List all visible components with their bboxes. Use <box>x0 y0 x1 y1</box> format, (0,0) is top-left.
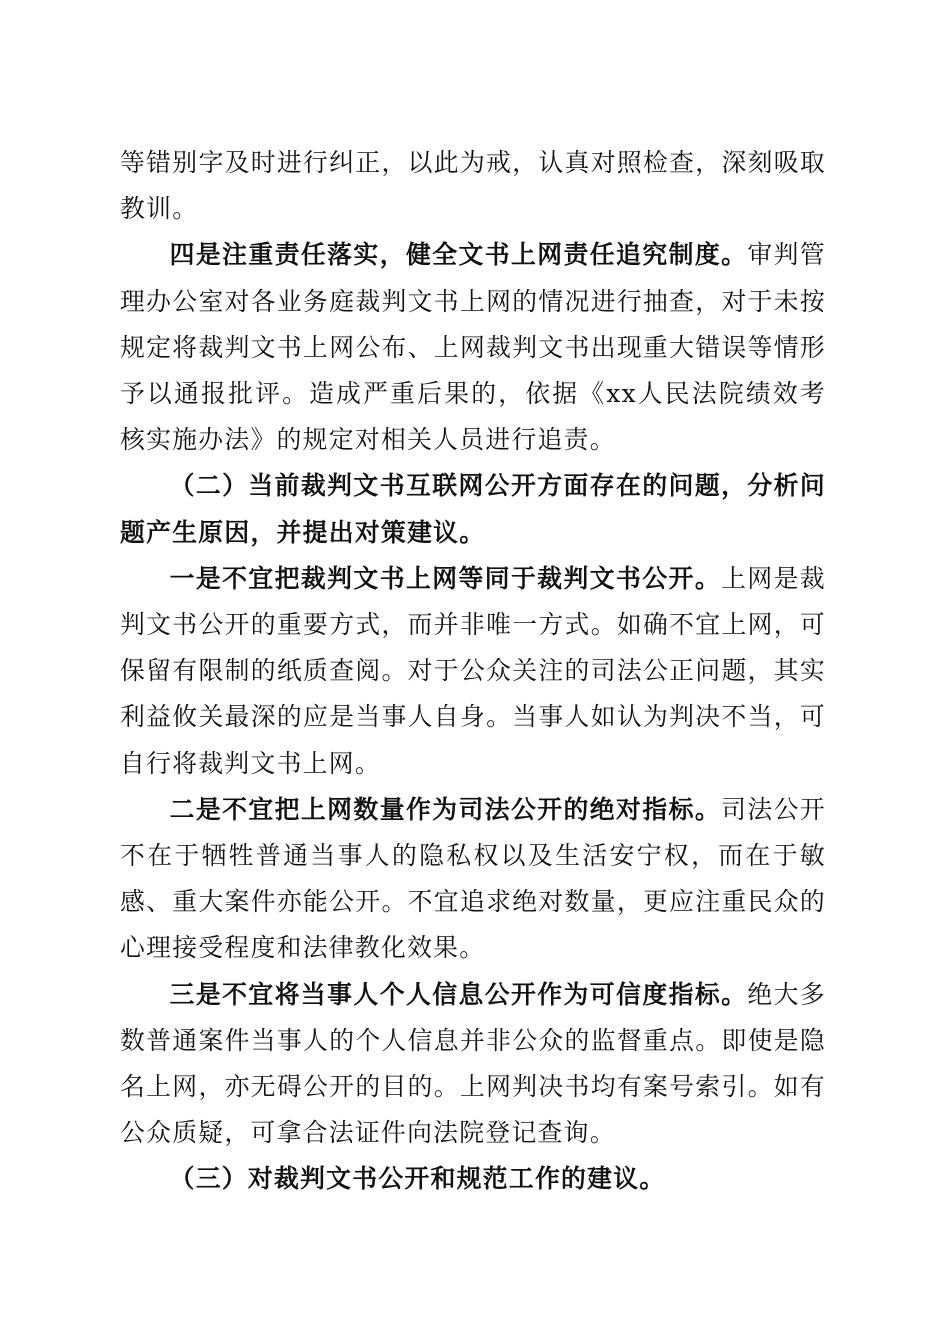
paragraph-lead: 二是不宜把上网数量作为司法公开的绝对指标。 <box>169 794 722 824</box>
paragraph-text: 等错别字及时进行纠正，以此为戒，认真对照检查，深刻吸取教训。 <box>120 148 826 224</box>
document-body <box>120 140 826 1203</box>
paragraph-lead: 三是不宜将当事人个人信息公开作为可信度指标。 <box>169 979 748 1009</box>
paragraph-continuation <box>120 140 826 232</box>
paragraph-point-2 <box>120 787 826 972</box>
section-heading-text: （二）当前裁判文书互联网公开方面存在的问题，分析问题产生原因，并提出对策建议。 <box>120 471 826 547</box>
paragraph-text: 审判管理办公室对各业务庭裁判文书上网的情况进行抽查，对于未按规定将裁判文书上网公布、上网裁判文书出现重大错误等情形予以通报批评。造成严重后果的，依据《xx人民法院绩效考核实施办法》的规定对相关人员进行追责。 <box>120 240 826 455</box>
paragraph-point-3 <box>120 972 826 1157</box>
paragraph-point-1 <box>120 556 826 787</box>
paragraph-responsibility <box>120 232 826 463</box>
paragraph-lead: 四是注重责任落实，健全文书上网责任追究制度。 <box>169 240 748 270</box>
paragraph-text: 司法公开不在于牺牲普通当事人的隐私权以及生活安宁权，而在于敏感、重大案件亦能公开。不宜追求绝对数量，更应注重民众的心理接受程度和法律教化效果。 <box>120 794 826 963</box>
section-heading-3 <box>120 1156 826 1202</box>
paragraph-text: 绝大多数普通案件当事人的个人信息并非公众的监督重点。即使是隐名上网，亦无碍公开的目的。上网判决书均有案号索引。如有公众质疑，可拿合法证件向法院登记查询。 <box>120 979 826 1148</box>
paragraph-lead: 一是不宜把裁判文书上网等同于裁判文书公开。 <box>169 563 722 593</box>
section-heading-text: （三）对裁判文书公开和规范工作的建议。 <box>169 1164 666 1194</box>
paragraph-text: 上网是裁判文书公开的重要方式，而并非唯一方式。如确不宜上网，可保留有限制的纸质查阅。对于公众关注的司法公正问题，其实利益攸关最深的应是当事人自身。当事人如认为判决不当，可自行将裁判文书上网。 <box>120 563 826 778</box>
section-heading-2 <box>120 463 826 555</box>
